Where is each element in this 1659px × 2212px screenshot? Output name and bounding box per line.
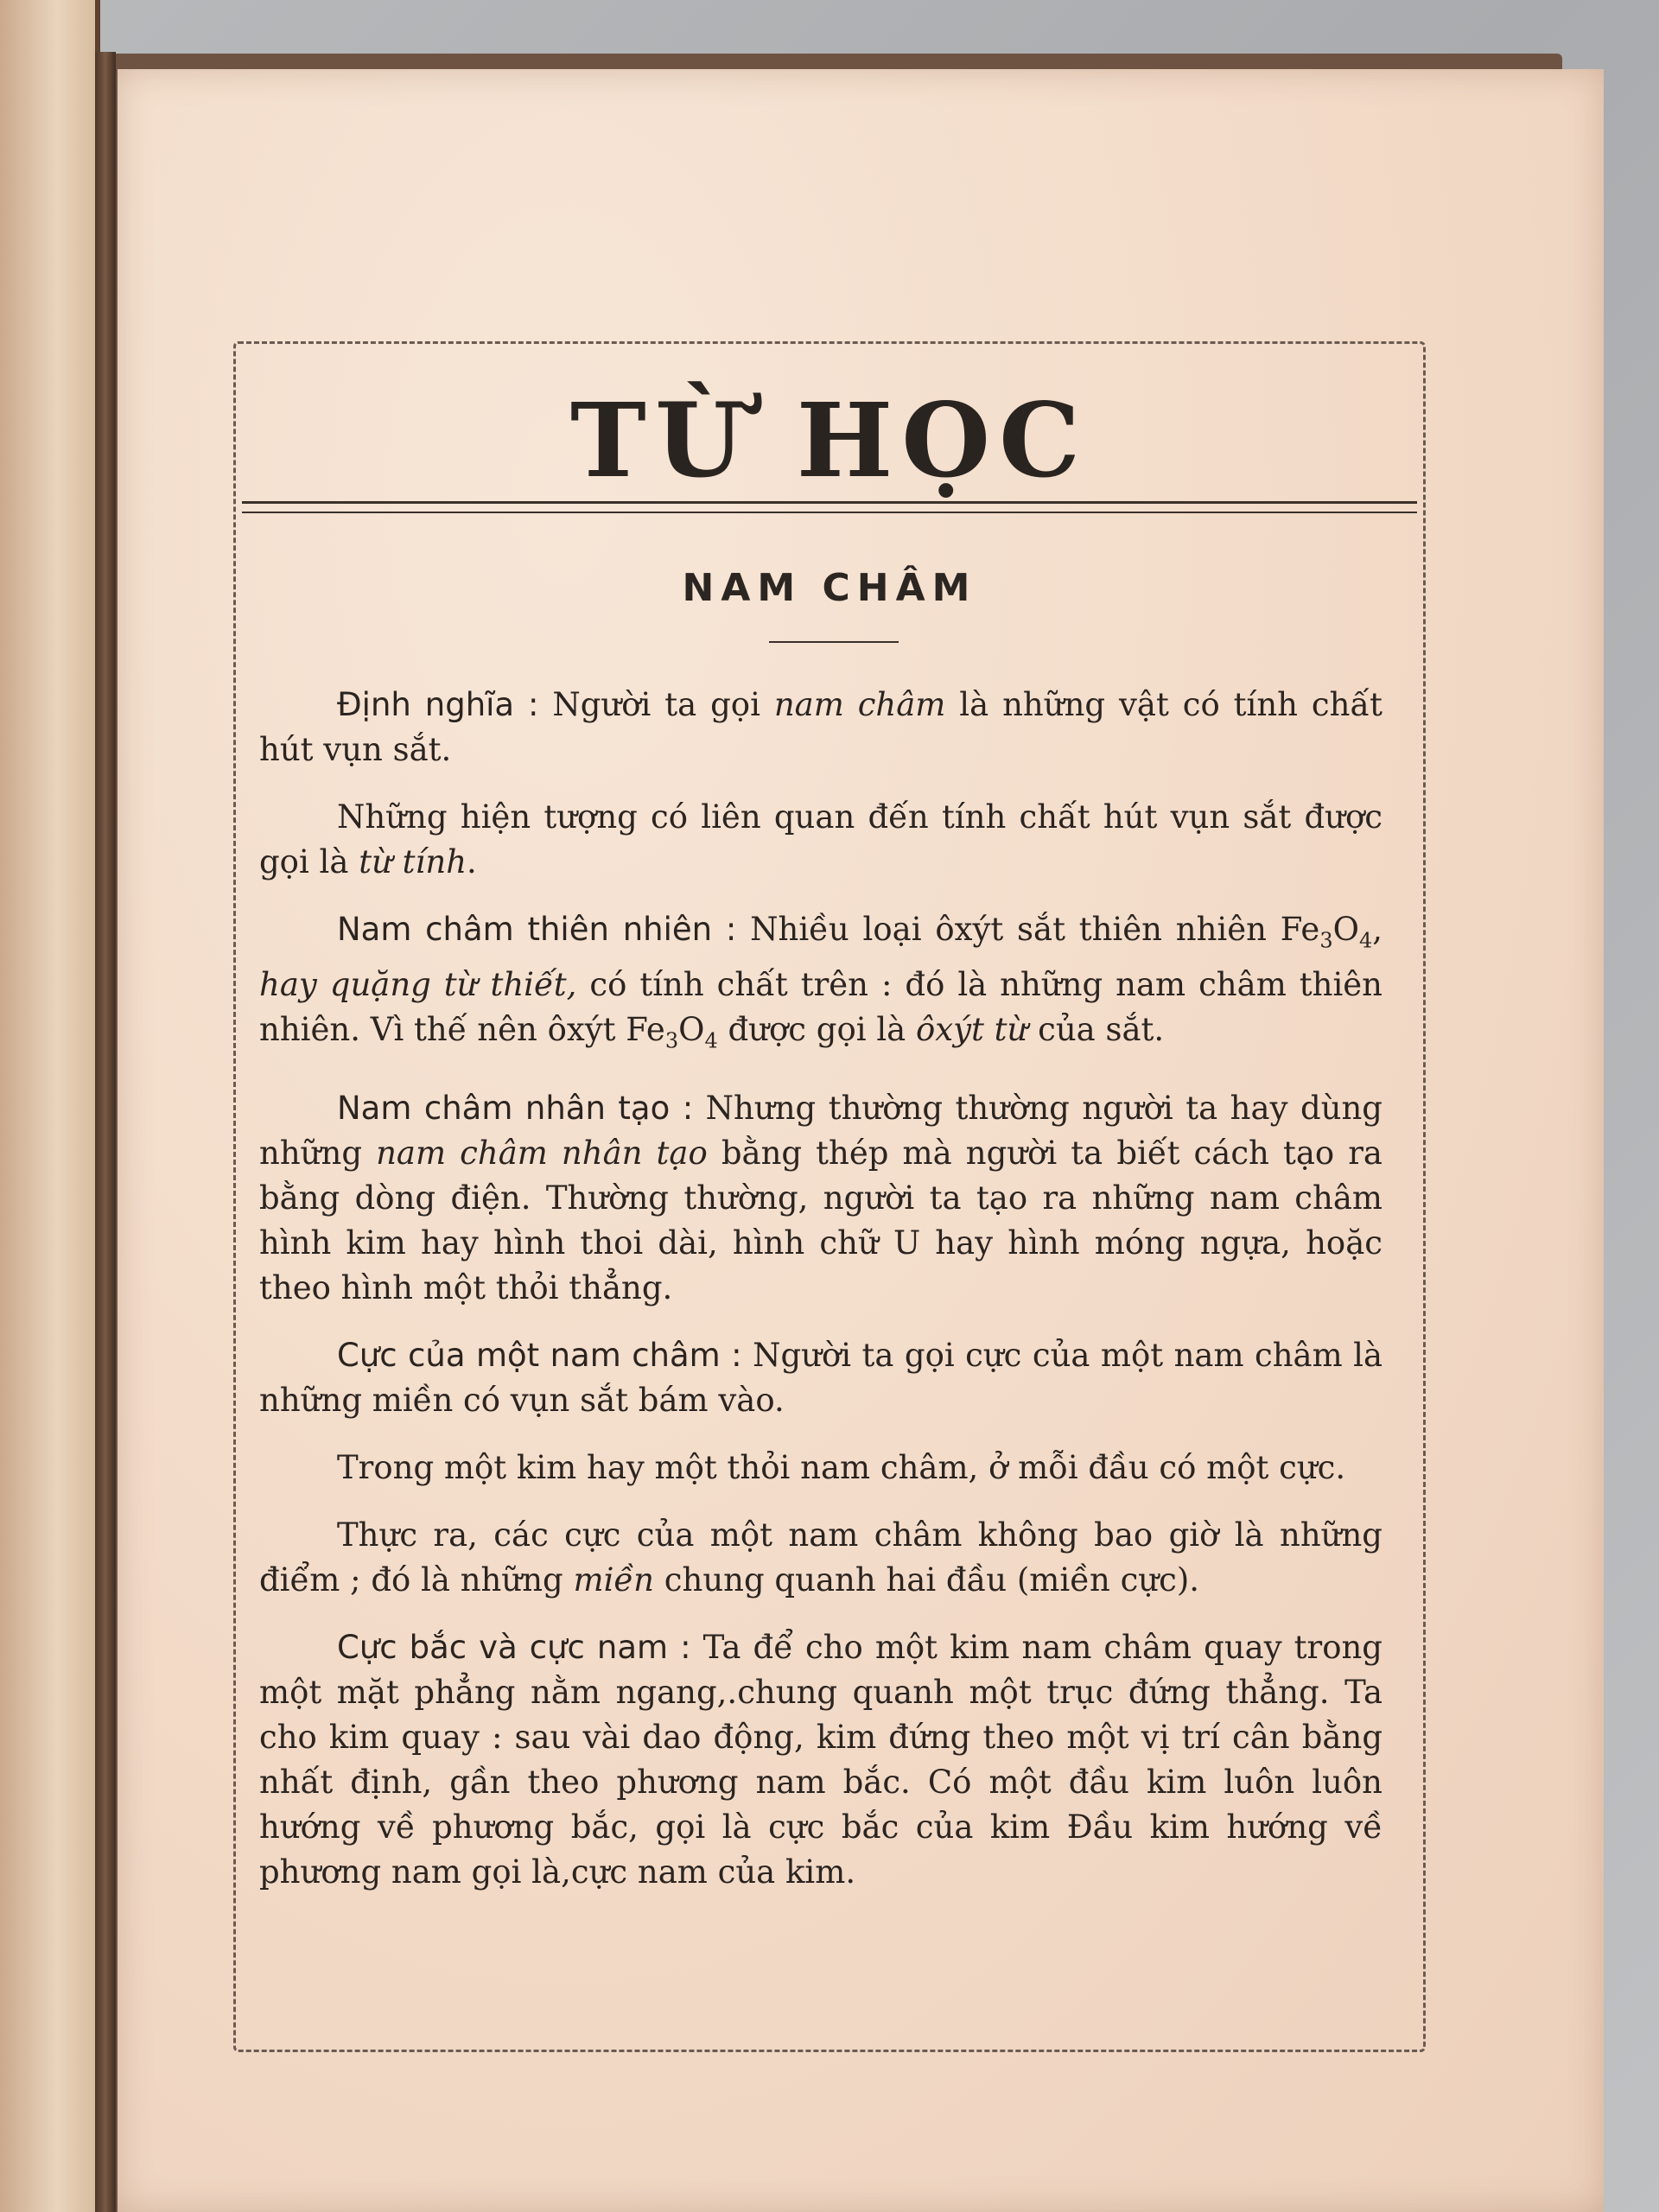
paragraph-magnetism <box>259 795 1382 885</box>
emphasis: miền <box>573 1560 655 1599</box>
emphasis: nam châm <box>773 686 946 723</box>
subscript: 4 <box>704 1028 718 1053</box>
text-run: Người ta gọi cực của một nam châm là những miền có vụn sắt bám vào. <box>259 1336 1383 1419</box>
text-run: Người ta gọi <box>538 686 774 723</box>
text-run: bằng thép mà người ta biết cách tạo ra bằng dòng điện. Thường thường, người ta tạo ra những nam châm hình kim hay hình thoi dài, hình chữ U hay hình móng ngựa, hoặc theo hình một thỏi thẳng. <box>259 1134 1382 1306</box>
text-run: chung quanh hai đầu (miền cực). <box>654 1560 1200 1599</box>
term-label: Cực của một nam châm : <box>337 1336 742 1374</box>
text-run: được gọi là <box>717 1011 916 1049</box>
text-run: O <box>678 1011 705 1049</box>
section-title: NAM CHÂM <box>682 566 977 610</box>
paragraph-north-south <box>259 1625 1382 1895</box>
text-run: của sắt. <box>1027 1011 1165 1049</box>
emphasis: ôxýt từ <box>915 1011 1028 1049</box>
text-run: Thực ra, các cực của một nam châm không bao giờ là những điểm ; đó là những <box>259 1516 1382 1599</box>
term-label: Định nghĩa : <box>337 686 539 723</box>
text-run: Những hiện tượng có liên quan đến tính chất hút vụn sắt được gọi là <box>259 798 1382 880</box>
term-label: Nam châm nhân tạo : <box>337 1089 694 1127</box>
paragraph-definition <box>259 683 1382 772</box>
paragraph-poles-regions <box>259 1513 1382 1603</box>
subscript: 3 <box>1319 928 1333 953</box>
paragraph-poles <box>259 1333 1382 1423</box>
text-run: Trong một kim hay một thỏi nam châm, ở mỗi đầu có một cực. <box>337 1448 1346 1486</box>
title-rule-bottom <box>242 512 1417 513</box>
body-text <box>259 683 1382 1917</box>
text-run: là những vật có tính chất hút vụn sắt. <box>259 686 1382 768</box>
paragraph-poles-ends <box>259 1446 1382 1491</box>
subscript: 3 <box>664 1028 679 1053</box>
term-label: Cực bắc và cực nam : <box>337 1628 691 1666</box>
emphasis: nam châm nhân tạo <box>376 1134 708 1172</box>
term-label: Nam châm thiên nhiên : <box>337 911 737 948</box>
text-run: O <box>1332 911 1359 948</box>
text-run: Ta để cho một kim nam châm quay trong một mặt phẳng nằm ngang,.chung quanh một trục đứng thẳng. Ta cho kim quay : sau vài dao động, kim đứng theo một vị trí cân bằng nhất định, gần theo phương nam bắc. Có một đầu kim luôn luôn hướng về phương bắc, gọi là cực bắc của kim Đầu kim hướng về phương nam gọi là,cực nam của kim. <box>259 1628 1382 1891</box>
emphasis: hay quặng từ thiết, <box>259 966 577 1004</box>
text-run: Nhưng thường thường người ta hay dùng những <box>259 1089 1382 1172</box>
text-run: . <box>467 843 477 880</box>
paragraph-natural-magnet <box>259 907 1382 1064</box>
book-spine <box>95 52 116 2212</box>
title-rule-top <box>242 501 1417 504</box>
section-underline <box>769 641 899 643</box>
subscript: 4 <box>1358 928 1373 953</box>
paragraph-artificial-magnet <box>259 1086 1382 1311</box>
text-run: có tính chất trên : đó là những nam châm thiên nhiên. Vì thế nên ôxýt Fe <box>259 966 1382 1049</box>
emphasis: từ tính <box>359 843 467 880</box>
text-run: , <box>1372 911 1382 948</box>
text-run: Nhiều loại ôxýt sắt thiên nhiên Fe <box>736 911 1320 948</box>
left-page-edge <box>0 0 100 2212</box>
page-title: TỪ HỌC <box>570 380 1089 500</box>
